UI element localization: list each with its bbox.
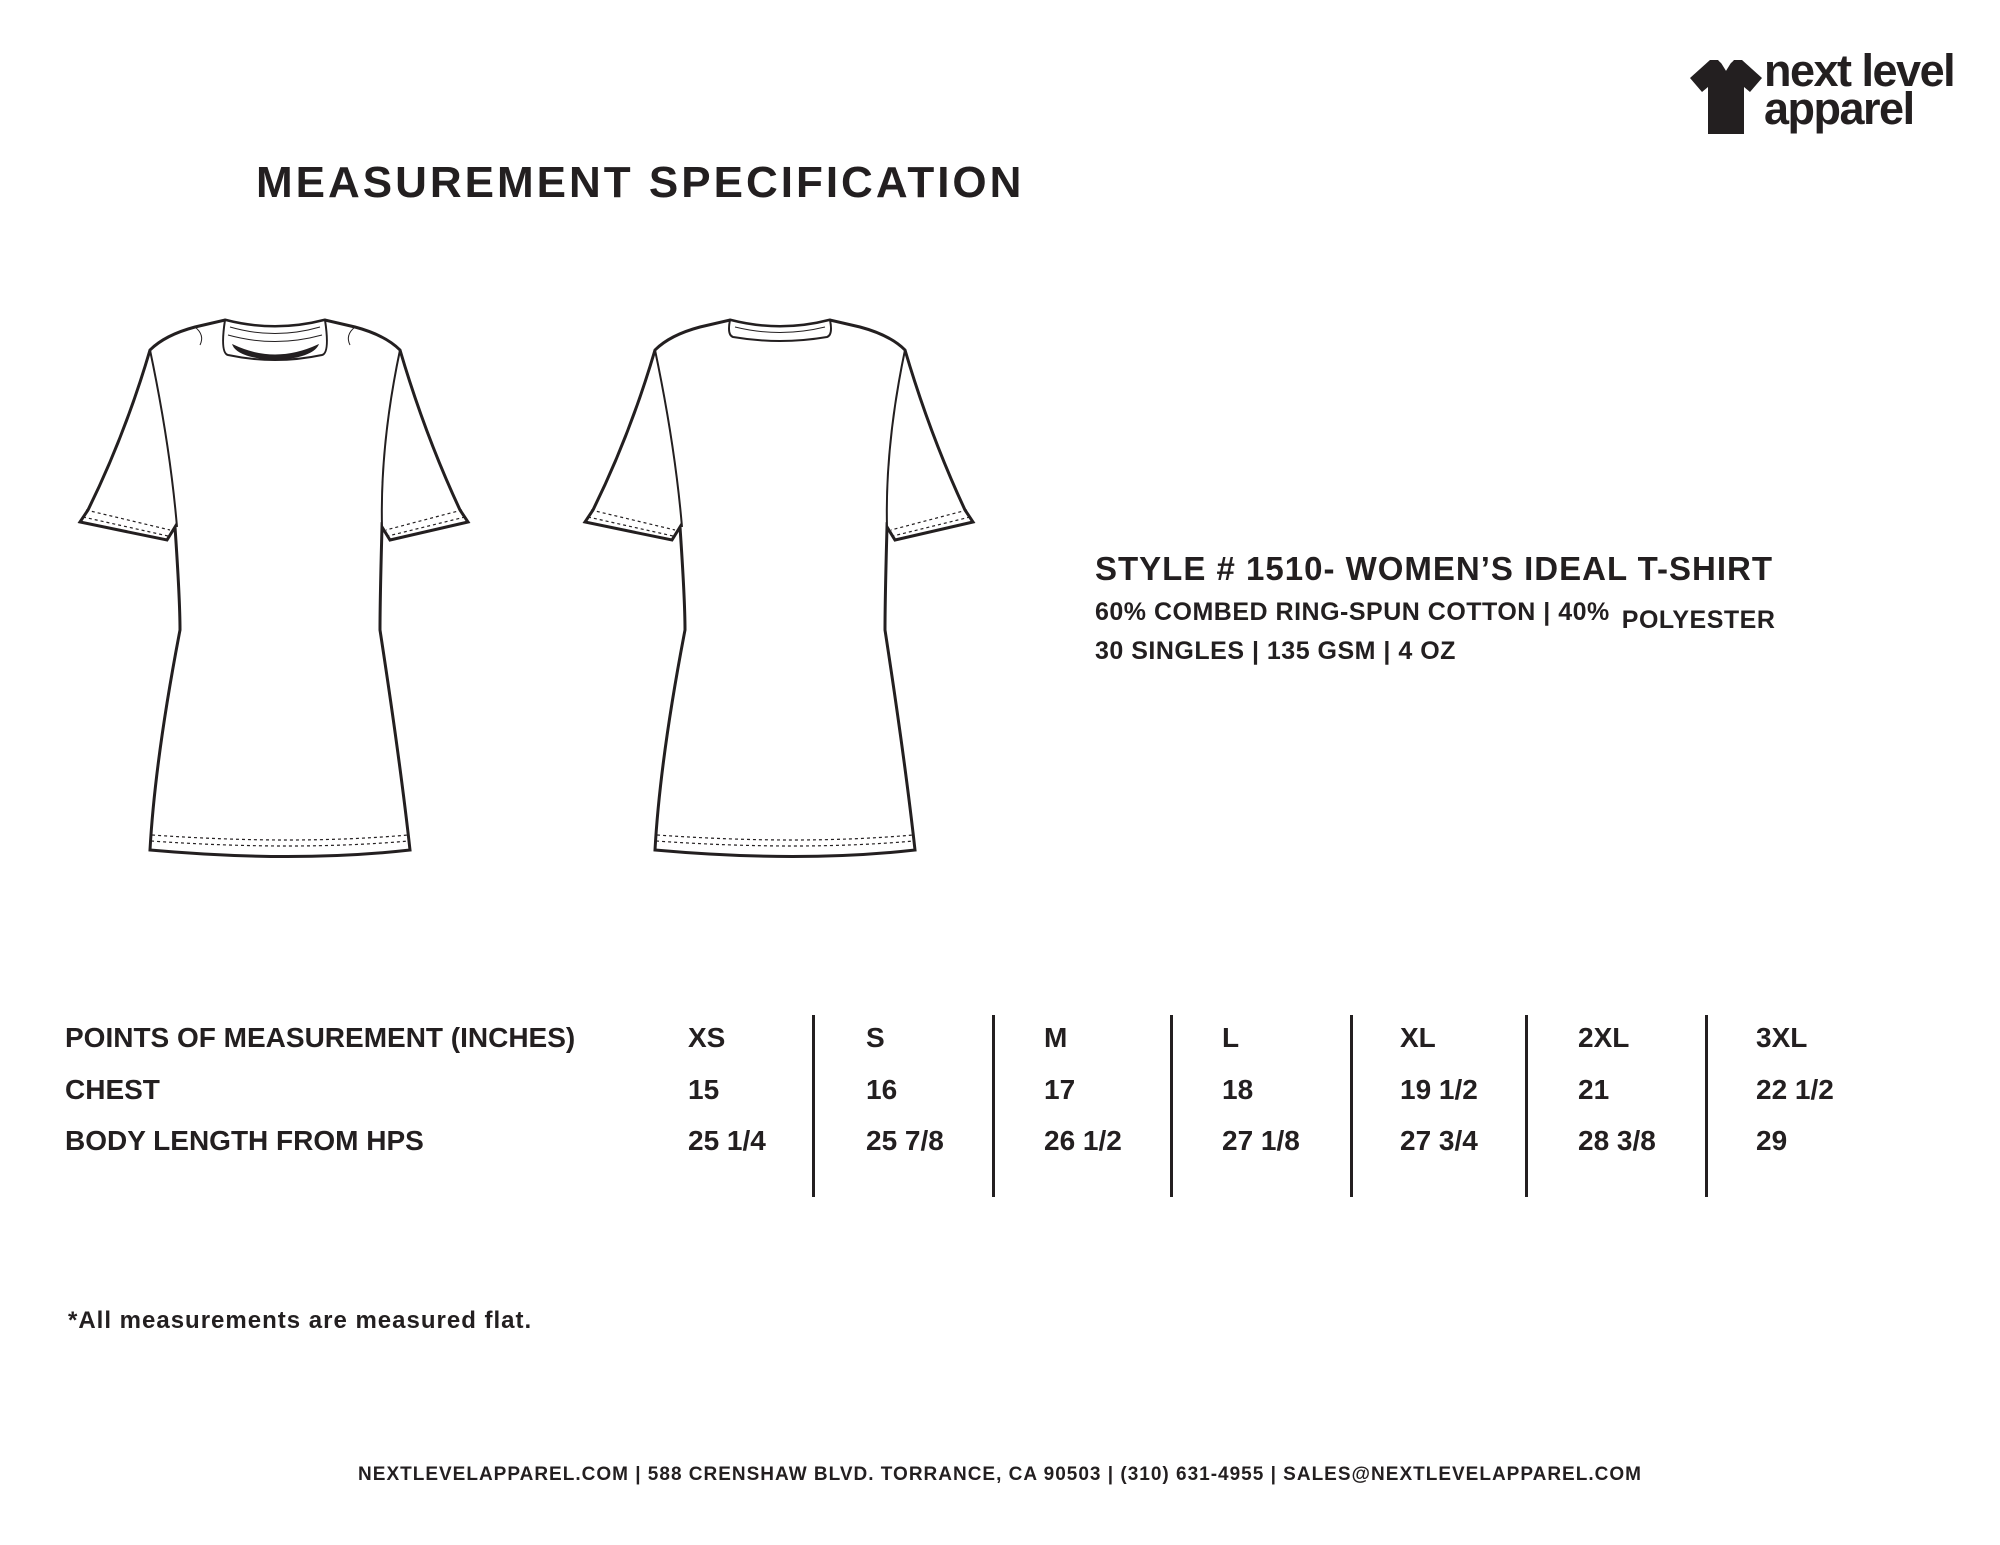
fabric-content: [1095, 598, 1776, 634]
brand-wordmark: [1764, 45, 1955, 134]
body-length-value: 26 1/2: [1044, 1125, 1122, 1156]
fabric-weight: 30 SINGLES | 135 GSM | 4 OZ: [1095, 637, 1456, 665]
page-title: MEASUREMENT SPECIFICATION: [256, 158, 1025, 207]
size-header: S: [866, 1022, 885, 1053]
size-header: L: [1222, 1022, 1240, 1053]
row-label-chest: CHEST: [65, 1074, 160, 1105]
body-length-value: 27 1/8: [1222, 1125, 1300, 1156]
brand-wordmark-line1: next level: [1764, 45, 1955, 96]
tshirt-logo-icon: [1688, 56, 1764, 136]
chest-value: 21: [1578, 1074, 1610, 1105]
chest-value: 15: [688, 1074, 720, 1105]
size-header: XL: [1400, 1022, 1436, 1053]
chest-value: 17: [1044, 1074, 1076, 1105]
brand-logo: [1688, 45, 1978, 142]
body-length-value: 28 3/8: [1578, 1125, 1656, 1156]
body-length-value: 25 1/4: [688, 1125, 766, 1156]
style-title: STYLE # 1510- WOMEN’S IDEAL T-SHIRT: [1095, 550, 1774, 587]
style-info: [1095, 550, 1775, 666]
column-divider: [1170, 1015, 1173, 1197]
measurement-note: *All measurements are measured flat.: [68, 1307, 533, 1334]
body-length-value: 29: [1756, 1125, 1788, 1156]
column-divider: [1705, 1015, 1708, 1197]
size-header: 3XL: [1756, 1022, 1808, 1053]
chest-value: 22 1/2: [1756, 1074, 1834, 1105]
tshirt-back-sketch: [555, 305, 1045, 880]
table-header-label: POINTS OF MEASUREMENT (INCHES): [65, 1022, 576, 1053]
body-length-value: 27 3/4: [1400, 1125, 1478, 1156]
size-header: 2XL: [1578, 1022, 1630, 1053]
size-header: M: [1044, 1022, 1068, 1053]
column-divider: [1525, 1015, 1528, 1197]
column-divider: [992, 1015, 995, 1197]
brand-wordmark-line2: apparel: [1764, 83, 1914, 134]
row-label-body-length: BODY LENGTH FROM HPS: [65, 1125, 424, 1156]
body-length-value: 25 7/8: [866, 1125, 944, 1156]
size-header: XS: [688, 1022, 726, 1053]
chest-value: 18: [1222, 1074, 1254, 1105]
chest-value: 16: [866, 1074, 898, 1105]
footer-contact: NEXTLEVELAPPAREL.COM | 588 CRENSHAW BLVD. TORRANCE, CA 90503 | (310) 631-4955 | SALES@NEXTLEVELAPPAREL.COM: [358, 1464, 1642, 1485]
chest-value: 19 1/2: [1400, 1074, 1478, 1105]
fabric-content-text: 60% COMBED RING-SPUN COTTON | 40%: [1095, 598, 1610, 626]
column-divider: [1350, 1015, 1353, 1197]
column-divider: [812, 1015, 815, 1197]
tshirt-front-sketch: [50, 305, 540, 880]
fabric-content-suffix: POLYESTER: [1621, 606, 1776, 634]
